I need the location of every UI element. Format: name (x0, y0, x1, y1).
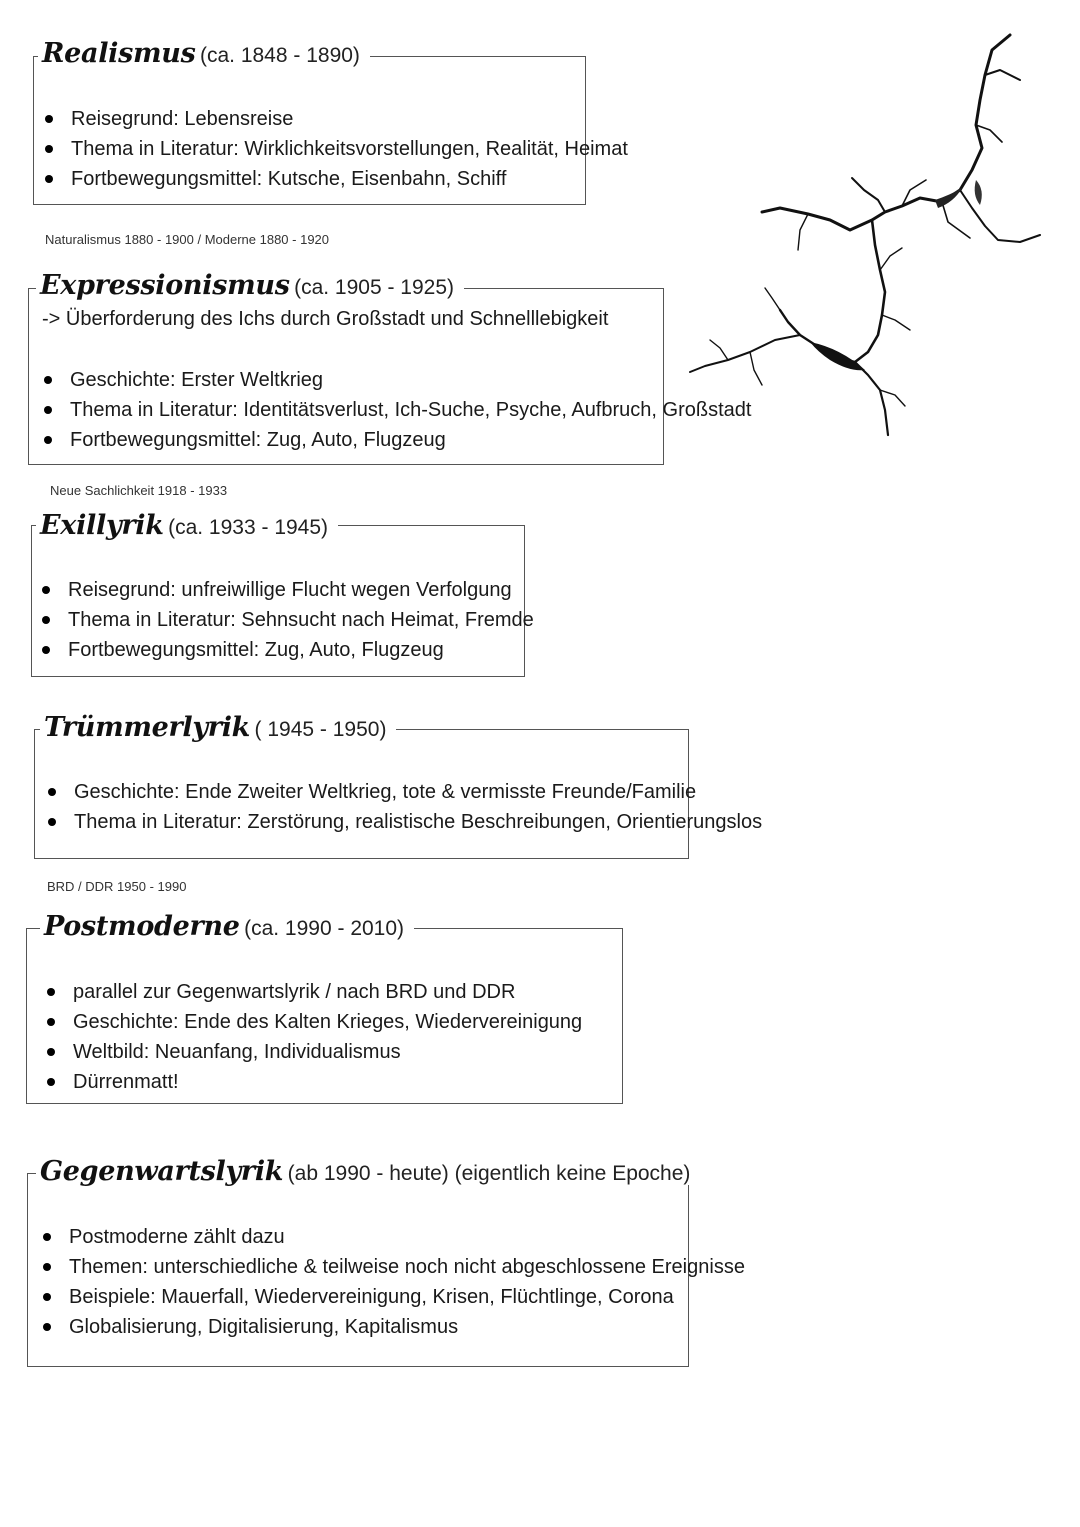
list-item: Themen: unterschiedliche & teilweise noch nicht abgeschlossene Ereignisse (39, 1252, 745, 1282)
list-item: Fortbewegungsmittel: Kutsche, Eisenbahn, Schiff (41, 164, 628, 194)
gegenwartslyrik-title: Gegenwartslyrik (40, 1156, 284, 1187)
expressionismus-subnote: -> Überforderung des Ichs durch Großstadt und Schnelllebigkeit (42, 308, 609, 330)
list-item: Geschichte: Erster Weltkrieg (40, 365, 751, 395)
realismus-list (41, 104, 628, 194)
gegenwartslyrik-dates: (ab 1990 - heute) (eigentlich keine Epoche) (287, 1162, 691, 1185)
exillyrik-heading (36, 512, 338, 539)
truemmerlyrik-dates: ( 1945 - 1950) (254, 718, 387, 741)
realismus-title: Realismus (42, 38, 196, 69)
expressionismus-heading (36, 272, 464, 299)
list-item: Thema in Literatur: Wirklichkeitsvorstellungen, Realität, Heimat (41, 134, 628, 164)
realismus-heading (38, 40, 370, 67)
list-item: Geschichte: Ende des Kalten Krieges, Wiedervereinigung (43, 1007, 582, 1037)
realismus-dates: (ca. 1848 - 1890) (199, 44, 360, 67)
expressionismus-dates: (ca. 1905 - 1925) (294, 276, 455, 299)
neue-sachlichkeit-note: Neue Sachlichkeit 1918 - 1933 (50, 483, 228, 498)
expressionismus-list (40, 365, 751, 455)
list-item: Globalisierung, Digitalisierung, Kapitalismus (39, 1312, 745, 1342)
brd-ddr-note: BRD / DDR 1950 - 1990 (47, 879, 187, 894)
postmoderne-dates: (ca. 1990 - 2010) (244, 917, 405, 940)
list-item: Postmoderne zählt dazu (39, 1222, 745, 1252)
list-item: Reisegrund: Lebensreise (41, 104, 628, 134)
list-item: Weltbild: Neuanfang, Individualismus (43, 1037, 582, 1067)
list-item: Beispiele: Mauerfall, Wiedervereinigung, Krisen, Flüchtlinge, Corona (39, 1282, 745, 1312)
naturalismus-note: Naturalismus 1880 - 1900 / Moderne 1880 - 1920 (45, 232, 330, 247)
list-item: parallel zur Gegenwartslyrik / nach BRD und DDR (43, 977, 582, 1007)
crack-icon (680, 30, 1050, 460)
expressionismus-title: Expressionismus (40, 270, 290, 301)
postmoderne-list (43, 977, 582, 1097)
truemmerlyrik-heading (40, 714, 396, 741)
truemmerlyrik-title: Trümmerlyrik (44, 712, 251, 743)
list-item: Thema in Literatur: Identitätsverlust, Ich-Suche, Psyche, Aufbruch, Großstadt (40, 395, 751, 425)
list-item: Fortbewegungsmittel: Zug, Auto, Flugzeug (40, 425, 751, 455)
list-item: Dürrenmatt! (43, 1067, 582, 1097)
postmoderne-title: Postmoderne (44, 911, 240, 942)
list-item: Thema in Literatur: Zerstörung, realistische Beschreibungen, Orientierungslos (44, 807, 762, 837)
list-item: Geschichte: Ende Zweiter Weltkrieg, tote & vermisste Freunde/Familie (44, 777, 762, 807)
truemmerlyrik-list (44, 777, 762, 837)
gegenwartslyrik-heading (36, 1158, 700, 1185)
exillyrik-title: Exillyrik (40, 510, 164, 541)
list-item: Reisegrund: unfreiwillige Flucht wegen Verfolgung (38, 575, 534, 605)
list-item: Fortbewegungsmittel: Zug, Auto, Flugzeug (38, 635, 534, 665)
exillyrik-list (38, 575, 534, 665)
list-item: Thema in Literatur: Sehnsucht nach Heimat, Fremde (38, 605, 534, 635)
exillyrik-dates: (ca. 1933 - 1945) (168, 516, 329, 539)
gegenwartslyrik-list (39, 1222, 745, 1342)
postmoderne-heading (40, 913, 414, 940)
